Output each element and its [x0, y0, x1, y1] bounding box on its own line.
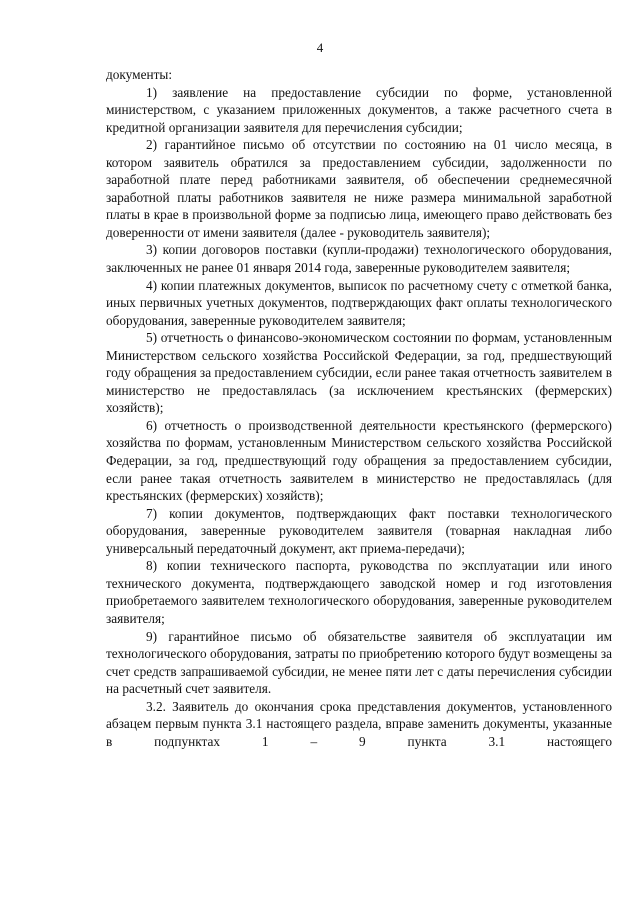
document-body — [106, 66, 612, 750]
paragraph-item-5: 5) отчетность о финансово-экономическом состоянии по формам, установленным Министерством сельского хозяйства Российской Федерации, за год, предшествующий году обращения за предоставлением субсидии, если ранее такая отчетность заявителем в министерство не предоставлялась (за исключением крестьянских (фермерских) хозяйств); — [106, 330, 612, 416]
paragraph-item-1: 1) заявление на предоставление субсидии по форме, установленной министерством, с указанием приложенных документов, а также расчетного счета в кредитной организации заявителя для перечисления субсидии; — [106, 84, 612, 135]
paragraph-documents-intro: документы: — [106, 67, 173, 82]
paragraph-item-8: 8) копии технического паспорта, руководства по эксплуатации или иного технического документа, подтверждающего заводской номер и год изготовления приобретаемого заявителем технологического оборудования, заверенные руководителем заявителя; — [106, 558, 612, 626]
paragraph-item-9: 9) гарантийное письмо об обязательстве заявителя об эксплуатации им технологического оборудования, затраты по приобретению которого будут возмещены за счет средств запрашиваемой субсидии, не менее пяти лет с даты перечисления субсидии на расчетный счет заявителя. — [106, 628, 612, 697]
paragraph-item-7: 7) копии документов, подтверждающих факт поставки технологического оборудования, заверенные руководителем заявителя (товарная накладная либо универсальный передаточный документ, акт приема-передачи); — [106, 505, 612, 556]
paragraph-item-3: 3) копии договоров поставки (купли-продажи) технологического оборудования, заключенных не ранее 01 января 2014 года, заверенные руководителем заявителя; — [106, 242, 612, 276]
paragraph-section-3-2: 3.2. Заявитель до окончания срока представления документов, установленного абзацем первым пункта 3.1 настоящего раздела, вправе заменить документы, указанные в подпунктах 1 – 9 пункта 3.1 настоящего — [106, 698, 612, 749]
paragraph-item-2: 2) гарантийное письмо об отсутствии по состоянию на 01 число месяца, в котором заявитель обратился за предоставлением субсидии, задолженности по заработной плате перед работниками заявителя, об обеспечении среднемесячной заработной платы работников заявителя не ниже размера минимальной заработной платы в крае в произвольной форме за подписью лица, имеющего право действовать без доверенности от имени заявителя (далее - руководитель заявителя); — [106, 137, 612, 240]
paragraph-item-4: 4) копии платежных документов, выписок по расчетному счету с отметкой банка, иных первичных учетных документов, подтверждающих факт оплаты технологического оборудования, заверенные руководителем заявителя; — [106, 277, 612, 328]
paragraph-item-6: 6) отчетность о производственной деятельности крестьянского (фермерского) хозяйства по формам, установленным Министерством сельского хозяйства Российской Федерации, за год, предшествующий году обращения за предоставлением субсидии, если ранее такая отчетность заявителем в министерство не предоставлялась (для крестьянских (фермерских) хозяйств); — [106, 417, 612, 504]
page-number: 4 — [316, 40, 324, 55]
